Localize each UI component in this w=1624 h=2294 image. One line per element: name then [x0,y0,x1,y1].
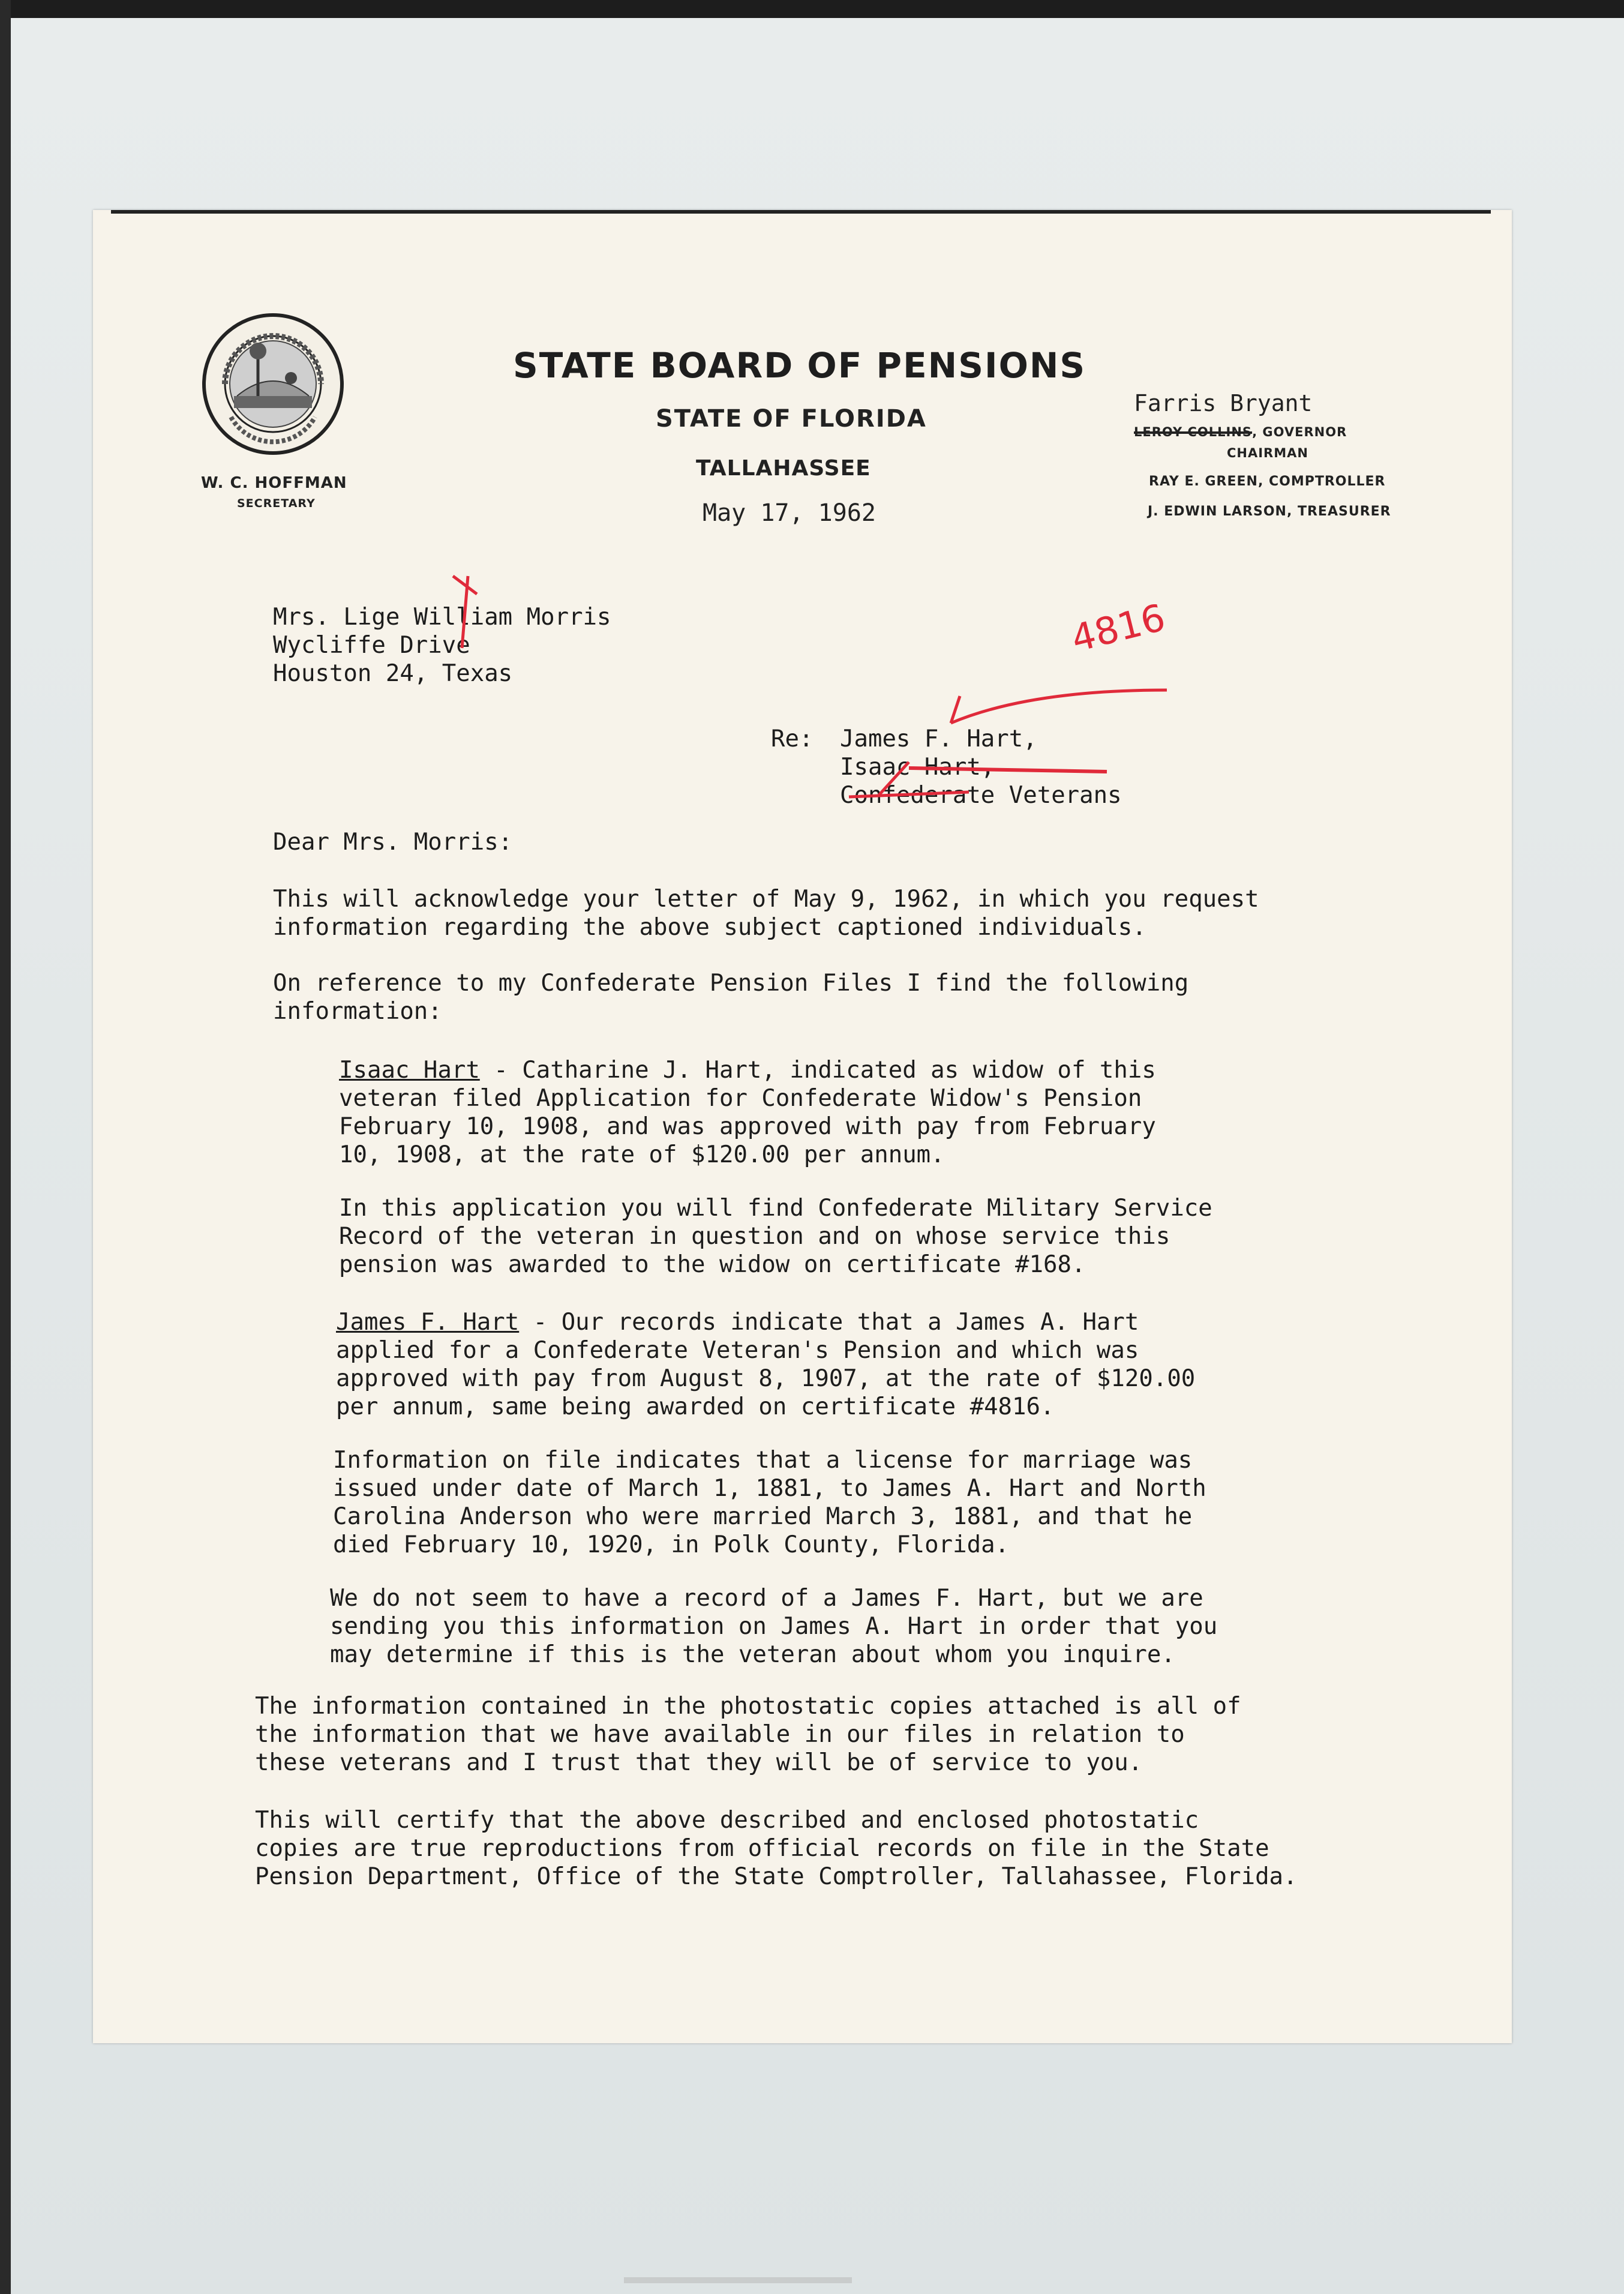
letterhead-title: STATE BOARD OF PENSIONS [513,345,1086,386]
secretary-title: SECRETARY [237,497,316,510]
chairman-title: CHAIRMAN [1227,446,1308,460]
veteran-name: Isaac Hart [339,1057,480,1084]
text-line: per annum, same being awarded on certificate #4816. [336,1393,1055,1420]
text-line: February 10, 1908, and was approved with pay from February [339,1113,1156,1140]
text-line: Record of the veteran in question and on whose service this [339,1223,1170,1250]
treasurer-line: J. EDWIN LARSON, TREASURER [1148,504,1391,519]
scan-left-edge [0,0,11,2294]
governor-name-typed: Farris Bryant [1134,390,1313,416]
salutation: Dear Mrs. Morris: [273,829,513,856]
text-line: pension was awarded to the widow on certificate #168. [339,1251,1086,1278]
text-line: In this application you will find Confederate Military Service [339,1195,1212,1222]
text-line: Pension Department, Office of the State Comptroller, Tallahassee, Florida. [255,1863,1298,1890]
letter-date: May 17, 1962 [703,499,876,527]
text-line: sending you this information on James A. Hart in order that you [330,1613,1218,1640]
text-line: information: [273,998,442,1025]
governor-struck-name: LEROY COLLINS [1134,425,1253,439]
text-line: applied for a Confederate Veteran's Pension and which was [336,1337,1139,1364]
text-line: the information that we have available in our files in relation to [255,1721,1185,1748]
subject-label: Re: [771,725,813,752]
text-line: information regarding the above subject captioned individuals. [273,914,1146,941]
text-line: issued under date of March 1, 1881, to James A. Hart and North [333,1475,1206,1502]
text-line [339,1056,1156,1084]
recipient-line-3: Houston 24, Texas [273,660,513,687]
paragraph-marriage [333,1446,1206,1559]
text-fragment: - Catharine J. Hart, indicated as widow of this [479,1057,1156,1084]
letterhead-city: TALLAHASSEE [696,456,871,481]
paragraph-isaac-hart [339,1056,1156,1169]
text-line: This will certify that the above described and enclosed photostatic [255,1807,1199,1834]
text-line: Carolina Anderson who were married March 3, 1881, and that he [333,1503,1193,1530]
text-line: copies are true reproductions from official records on file in the State [255,1835,1269,1862]
letterhead-state: STATE OF FLORIDA [656,405,927,433]
text-line: veteran filed Application for Confederate Widow's Pension [339,1085,1142,1112]
governor-title: , GOVERNOR [1252,425,1347,439]
page-top-edge [111,210,1491,214]
paragraph-certify [255,1806,1298,1891]
paragraph-acknowledge [273,885,1259,941]
text-line: died February 10, 1920, in Polk County, Florida. [333,1531,1010,1558]
veteran-name: James F. Hart [336,1309,520,1336]
letter-page [93,210,1512,2043]
recipient-address [273,603,611,688]
text-line: 10, 1908, at the rate of $120.00 per annum. [339,1141,945,1168]
text-line: This will acknowledge your letter of May 9, 1962, in which you request [273,886,1259,913]
paragraph-military-record [339,1194,1212,1279]
paragraph-no-record [330,1584,1217,1669]
secretary-name: W. C. HOFFMAN [201,474,347,492]
text-line [336,1308,1195,1336]
governor-line [1134,425,1347,439]
scan-bottom-mark [624,2277,852,2283]
text-fragment: - Our records indicate that a James A. Hart [519,1309,1139,1336]
red-pencil-annotation: 4816 [1067,595,1170,661]
recipient-line-1: Mrs. Lige William Morris [273,604,611,631]
florida-seal-icon [201,312,345,456]
subject-line-2: Isaac Hart, [840,754,995,781]
text-line: may determine if this is the veteran about whom you inquire. [330,1641,1175,1668]
comptroller-line: RAY E. GREEN, COMPTROLLER [1149,474,1386,489]
text-line: The information contained in the photostatic copies attached is all of [255,1693,1241,1720]
subject-line-1: James F. Hart, [840,725,1037,752]
paragraph-reference [273,969,1188,1025]
text-line: these veterans and I trust that they will be of service to you. [255,1749,1143,1776]
scan-top-edge [0,0,1624,18]
text-line: Information on file indicates that a license for marriage was [333,1447,1193,1474]
subject-line-3: Confederate Veterans [840,782,1122,809]
text-line: On reference to my Confederate Pension Files I find the following [273,970,1189,997]
paragraph-james-hart [336,1308,1195,1421]
paragraph-photostatic [255,1692,1241,1777]
subject-lines [840,725,1122,809]
text-line: We do not seem to have a record of a James F. Hart, but we are [330,1585,1203,1612]
recipient-line-2: Wycliffe Drive [273,632,470,659]
text-line: approved with pay from August 8, 1907, at the rate of $120.00 [336,1365,1196,1392]
